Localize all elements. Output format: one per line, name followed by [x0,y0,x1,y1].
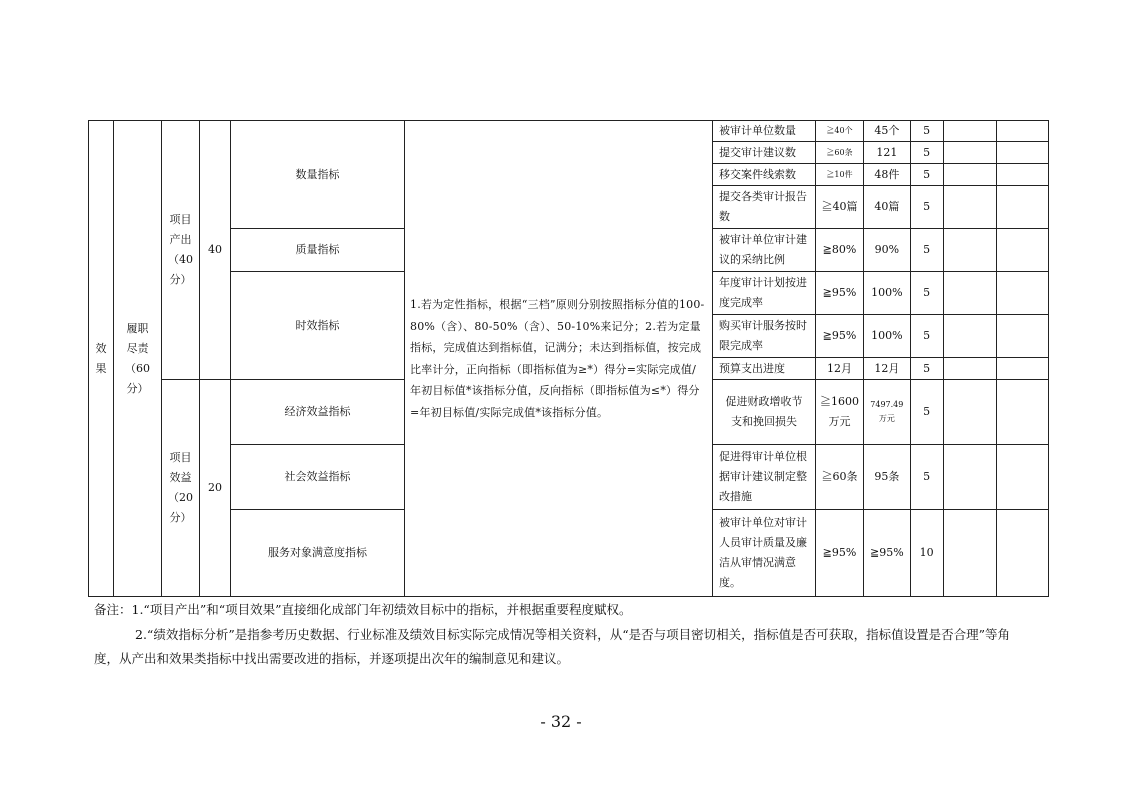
blank-cell [996,142,1048,164]
indicator-score: 10 [910,510,943,597]
indicator-target: ≧60条 [816,142,864,164]
indicator-target: 12月 [816,358,864,380]
indicator-target: ≧80% [816,229,864,272]
indicator-target: ≧40篇 [816,186,864,229]
cat-economic: 经济效益指标 [231,380,405,445]
indicator-actual: 90% [864,229,911,272]
indicator-target: ≧95% [816,272,864,315]
blank-cell [996,186,1048,229]
indicator-name: 购买审计服务按时限完成率 [713,315,816,358]
indicator-actual: 100% [864,272,911,315]
blank-cell [943,164,996,186]
blank-cell [996,445,1048,510]
indicator-score: 5 [910,272,943,315]
indicator-score: 5 [910,121,943,142]
page-number: - 32 - [540,712,582,731]
indicator-score: 5 [910,380,943,445]
note-1: 备注：1.“项目产出”和“项目效果”直接细化成部门年初绩效目标中的指标，并根据重要程度赋权。 [94,602,632,617]
category-effect: 效果 [89,121,114,597]
indicator-actual: 95条 [864,445,911,510]
blank-cell [996,358,1048,380]
indicator-name: 促进得审计单位根据审计建议制定整改措施 [713,445,816,510]
performance-table [88,120,1049,597]
indicator-name: 促进财政增收节支和挽回损失 [713,380,816,445]
indicator-actual: 48件 [864,164,911,186]
indicator-score: 5 [910,186,943,229]
indicator-name: 被审计单位审计建议的采纳比例 [713,229,816,272]
blank-cell [943,142,996,164]
group-benefit-weight: 20 [200,380,231,597]
indicator-actual: ≧95% [864,510,911,597]
blank-cell [943,121,996,142]
blank-cell [996,229,1048,272]
indicator-score: 5 [910,358,943,380]
indicator-name: 年度审计计划按进度完成率 [713,272,816,315]
blank-cell [943,229,996,272]
blank-cell [943,186,996,229]
cat-satisfaction: 服务对象满意度指标 [231,510,405,597]
indicator-name: 提交审计建议数 [713,142,816,164]
indicator-target: ≧1600万元 [816,380,864,445]
indicator-actual: 7497.49万元 [864,380,911,445]
indicator-actual: 121 [864,142,911,164]
note-2: 2.“绩效指标分析”是指参考历史数据、行业标准及绩效目标实际完成情况等相关资料，从“是否与项目密切相关，指标值是否可获取，指标值设置是否合理”等角度，从产出和效果类指标中找出需要改进的指标，并逐项提出次年的编制意见和建议。 [94,626,1010,666]
indicator-name: 提交各类审计报告数 [713,186,816,229]
notes [94,598,1034,672]
blank-cell [943,380,996,445]
indicator-target: ≧60条 [816,445,864,510]
group-benefit: 项目效益（20分） [162,380,200,597]
blank-cell [943,510,996,597]
indicator-target: ≧95% [816,510,864,597]
indicator-score: 5 [910,315,943,358]
dimension-duty: 履职尽责（60分） [114,121,162,597]
blank-cell [943,315,996,358]
indicator-target: ≧40个 [816,121,864,142]
indicator-score: 5 [910,229,943,272]
indicator-name: 预算支出进度 [713,358,816,380]
blank-cell [943,272,996,315]
blank-cell [996,121,1048,142]
indicator-actual: 40篇 [864,186,911,229]
blank-cell [996,164,1048,186]
indicator-actual: 100% [864,315,911,358]
indicator-target: ≧10件 [816,164,864,186]
indicator-actual: 45个 [864,121,911,142]
indicator-target: ≧95% [816,315,864,358]
indicator-actual: 12月 [864,358,911,380]
cat-quantity: 数量指标 [231,121,405,229]
blank-cell [996,380,1048,445]
blank-cell [996,315,1048,358]
blank-cell [943,445,996,510]
indicator-name: 被审计单位数量 [713,121,816,142]
group-output: 项目产出（40分） [162,121,200,380]
indicator-score: 5 [910,445,943,510]
blank-cell [996,272,1048,315]
group-output-weight: 40 [200,121,231,380]
scoring-rules: 1.若为定性指标，根据“三档”原则分别按照指标分值的100-80%（含）、80-50%（含）、50-10%来记分；2.若为定量指标，完成值达到指标值，记满分；未达到指标值，按完成比率计分，正向指标（即指标值为≥*）得分=实际完成值/年初目标值*该指标分值，反向指标（即指标值为≤*）得分=年初目标值/实际完成值*该指标分值。 [405,121,713,597]
indicator-score: 5 [910,164,943,186]
cat-social: 社会效益指标 [231,445,405,510]
blank-cell [943,358,996,380]
indicator-name: 被审计单位对审计人员审计质量及廉洁从审情况满意度。 [713,510,816,597]
cat-timeliness: 时效指标 [231,272,405,380]
indicator-score: 5 [910,142,943,164]
blank-cell [996,510,1048,597]
indicator-name: 移交案件线索数 [713,164,816,186]
cat-quality: 质量指标 [231,229,405,272]
